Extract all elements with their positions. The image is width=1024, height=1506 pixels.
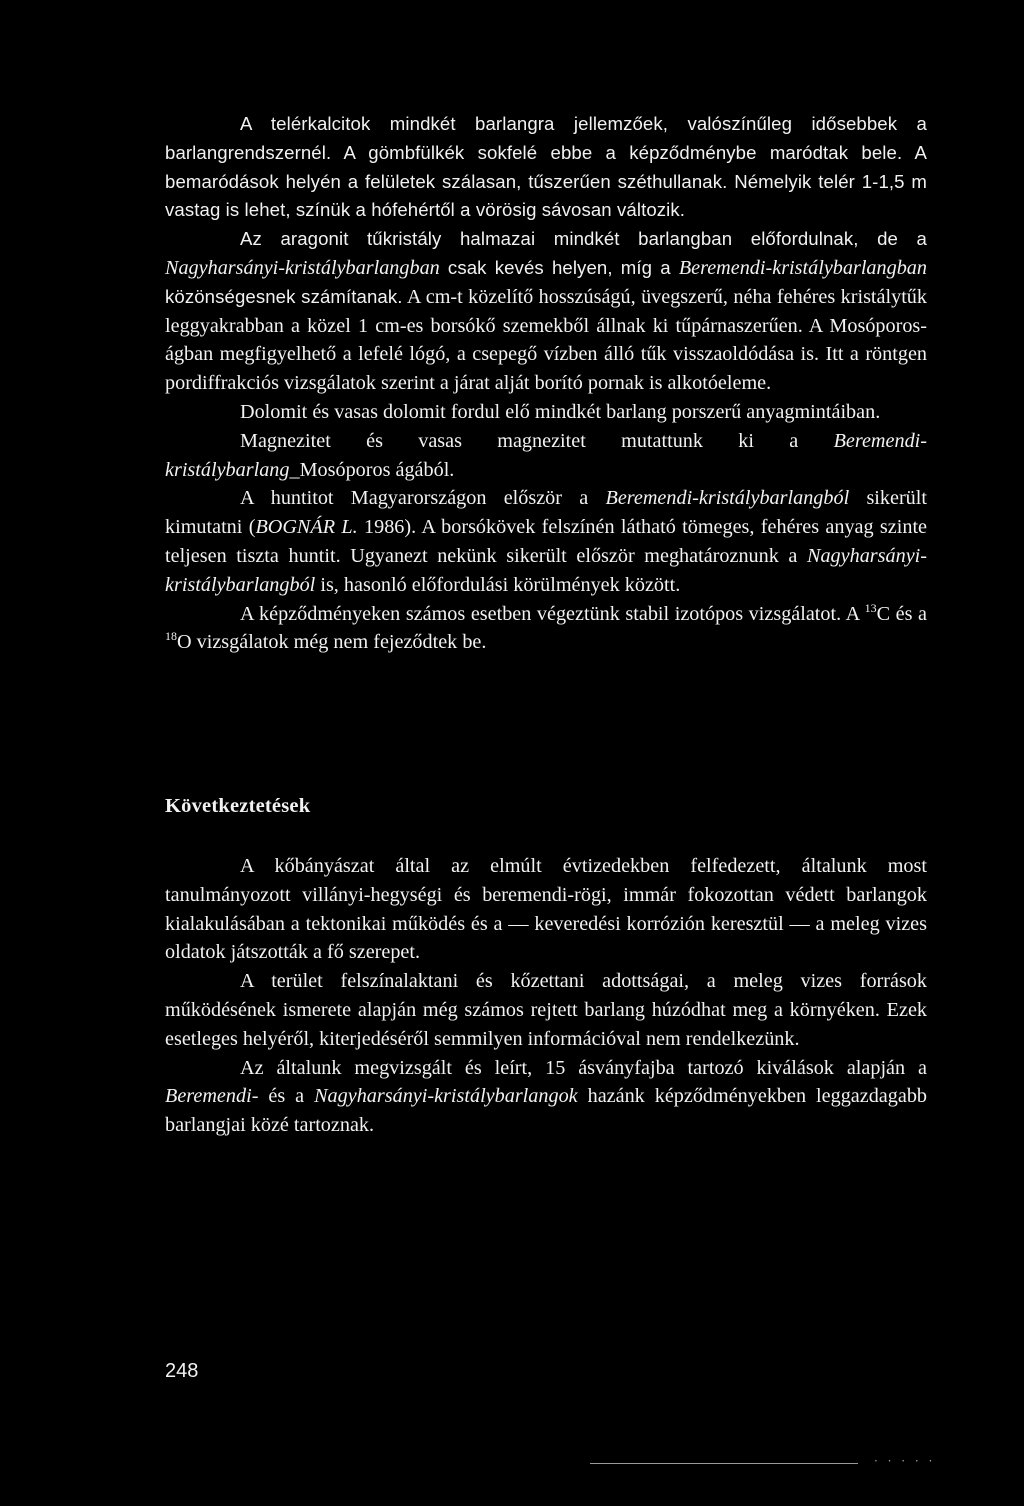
para2-italic-2: Beremendi-kristálybarlangban bbox=[678, 256, 927, 279]
para4-text-1: Magnezitet és vasas magnezitet mutattunk ki a bbox=[240, 429, 834, 452]
page-number: 248 bbox=[165, 1360, 199, 1382]
paragraph-conclusion-2: A terület felszínalaktani és kőzettani adottságai, a meleg vizes források működésének ismerete alapján még számos rejtett barlang húzódhat meg a környéken. Ezek esetleges helyéről, kiterjedéséről semmilyen információval nem rendelkezünk. bbox=[165, 970, 927, 1050]
footer-rule bbox=[590, 1463, 858, 1464]
conc3-italic-2: Nagyharsányi-kristálybarlangok bbox=[314, 1085, 578, 1108]
paragraph-telerkalcit: A telérkalcitok mindkét barlangra jellemzőek, valószínűleg idősebbek a barlangrendszernél. A gömbfülkék sokfelé ebbe a képződménybe maródtak bele. A bemaródások helyén a felületek szálasan, tűszerűen széthullanak. Némelyik telér 1-1,5 m vastag is lehet, színük a hófehértől a vörösig sávosan változik. bbox=[165, 113, 927, 221]
para5-italic-3: Nagyharsányi-kristálybarlangból bbox=[165, 544, 927, 596]
para6-sup-18: 18 bbox=[165, 629, 177, 644]
para6-text-3: O vizsgálatok még nem fejeződtek be. bbox=[177, 631, 487, 654]
para5-text-1: A huntitot Magyarországon először a bbox=[240, 487, 606, 510]
para5-text-4: is, hasonló előfordulási körülmények között. bbox=[315, 573, 681, 596]
para4-text-2: _Mosóporos ágából. bbox=[289, 458, 455, 481]
para2-italic-1: Nagyharsányi-kristálybarlangban bbox=[165, 256, 440, 279]
para6-text-1: A képződményeken számos esetben végeztünk stabil izotópos vizsgálatot. A bbox=[240, 602, 865, 625]
para2-text-2: csak kevés helyen, míg a bbox=[439, 256, 679, 278]
paragraph-aragonit bbox=[165, 225, 927, 398]
conc3-italic-1: Beremendi- bbox=[165, 1085, 259, 1108]
para2-text-5: Itt a röntgen pordiffrakciós vizsgálatok szerint a járat alját borító pornak is alkotóeleme. bbox=[165, 343, 927, 395]
paragraph-conclusion-3 bbox=[165, 1054, 927, 1140]
para2-text-4: A cm-t közelítő hosszúságú, üvegszerű, néha fehéres kristálytűk leggyakrabban a közel 1 cm-es borsókő szemekből állnak ki tűpárnaszerűen. A Mosóporos-ágban megfigyelhető a lefelé lógó, a csepegő vízben álló tűk visszaoldódása is. bbox=[165, 285, 927, 366]
conc3-text-1: Az általunk megvizsgált és leírt, 15 ásványfajba tartozó kiválások alapján a bbox=[240, 1056, 927, 1079]
para4-italic-1: Beremendi-kristálybarlang bbox=[165, 429, 927, 481]
para2-text-3: közönségesnek számítanak. bbox=[165, 285, 403, 307]
paragraph-dolomit: Dolomit és vasas dolomit fordul elő mindkét barlang porszerű anyagmintáiban. bbox=[240, 400, 881, 423]
para6-text-2: C és a bbox=[876, 602, 927, 625]
body-column-conclusions bbox=[165, 852, 927, 1140]
paragraph-izotop bbox=[165, 600, 927, 658]
conc3-text-2: és a bbox=[258, 1085, 315, 1108]
paragraph-conclusion-1: A kőbányászat által az elmúlt évtizedekben felfedezett, általunk most tanulmányozott villányi-hegységi és beremendi-rögi, immár fokozottan védett barlangok kialakulásában a tektonikai működés és a — keveredési korrózión keresztül — a meleg vizes oldatok játszották a fő szerepet. bbox=[165, 855, 927, 964]
para5-italic-2: BOGNÁR L. bbox=[255, 516, 358, 539]
section-heading-kovetkeztetesek: Következtetések bbox=[165, 795, 311, 817]
para2-text-1: Az aragonit tűkristály halmazai mindkét barlangban előfordulnak, de a bbox=[240, 228, 927, 250]
para5-text-2: sikerült kimutatni ( bbox=[165, 487, 927, 539]
para5-italic-1: Beremendi-kristálybarlangból bbox=[605, 487, 850, 510]
footer-dots: · · · · · bbox=[874, 1454, 936, 1468]
conc3-text-3: hazánk képződményekben leggazdagabb barlangjai közé tartoznak. bbox=[165, 1085, 928, 1137]
paragraph-magnezit bbox=[165, 427, 927, 485]
para6-sup-13: 13 bbox=[864, 600, 877, 615]
paragraph-huntit bbox=[165, 484, 927, 599]
body-column-top bbox=[165, 110, 927, 657]
para5-text-3: 1986). A borsókövek felszínén látható tömeges, fehéres anyag szinte teljesen tiszta huntit. Ugyanezt nekünk sikerült először meghatároznunk a bbox=[165, 516, 928, 567]
